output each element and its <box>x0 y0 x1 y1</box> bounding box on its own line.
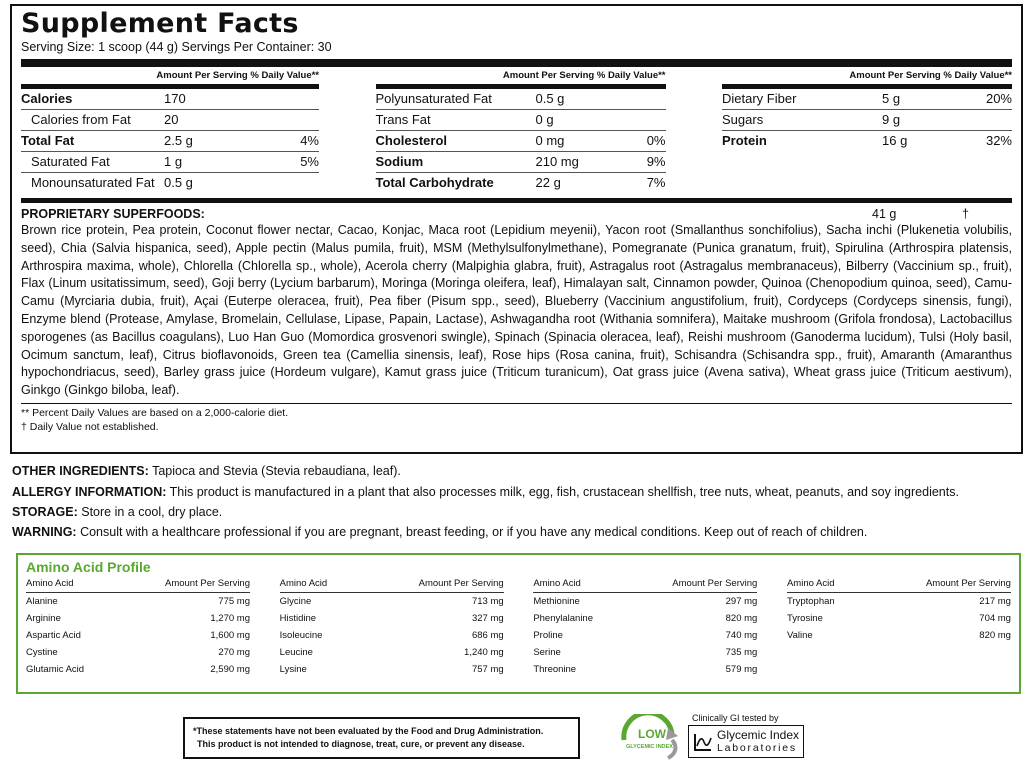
warning-label: WARNING: <box>12 525 77 539</box>
amino-row <box>533 661 757 678</box>
allergy-information <box>12 484 1022 500</box>
amino-row <box>26 610 250 627</box>
disclaimer-line-2: This product is not intended to diagnose, treat, cure, or prevent any disease. <box>197 739 525 749</box>
footnote-daily-values: ** Percent Daily Values are based on a 2,000-calorie diet. <box>21 406 289 419</box>
amino-acid-name: Tryptophan <box>786 596 835 607</box>
amino-acid-amount: 1,600 mg <box>210 630 250 641</box>
footnote-not-established: † Daily Value not established. <box>21 420 159 433</box>
storage-label: STORAGE: <box>12 505 78 519</box>
amino-acid-amount: 2,590 mg <box>210 664 250 675</box>
footnotes <box>21 406 1012 434</box>
nutrient-name: Protein <box>722 133 767 148</box>
amino-row <box>280 661 504 678</box>
nutrient-amount: 0 mg <box>535 133 565 148</box>
other-ingredients-label: OTHER INGREDIENTS: <box>12 464 149 478</box>
nutrient-name: Sugars <box>722 112 764 127</box>
amino-column <box>787 577 1011 678</box>
amino-acid-amount: 757 mg <box>471 664 504 675</box>
nutrient-name: Dietary Fiber <box>722 91 797 106</box>
nutrient-amount: 5 g <box>882 91 901 106</box>
amino-acid-amount: 1,240 mg <box>464 647 504 658</box>
proprietary-amount: 41 g <box>872 207 897 221</box>
amino-acid-name: Lysine <box>279 664 307 675</box>
nutrient-name: Total Fat <box>21 133 75 148</box>
amino-acid-amount: 1,270 mg <box>210 613 250 624</box>
amino-row <box>533 593 757 610</box>
amino-acid-amount: 327 mg <box>471 613 504 624</box>
amino-row <box>26 593 250 610</box>
nutrient-name: Saturated Fat <box>31 154 110 169</box>
nutrient-amount: 16 g <box>882 133 908 148</box>
nutrient-name: Total Carbohydrate <box>375 175 494 190</box>
amino-acid-name: Arginine <box>26 613 61 624</box>
nutrient-amount: 170 <box>164 91 186 106</box>
nutrient-row <box>21 110 319 131</box>
nutrient-dv <box>274 110 319 130</box>
nutrient-row <box>21 131 319 152</box>
nutrient-dv: 9% <box>646 154 666 169</box>
amino-acid-amount: 217 mg <box>979 596 1011 607</box>
amino-row <box>787 593 1011 610</box>
gi-logo-text <box>717 729 799 754</box>
nutrient-row <box>722 89 1012 110</box>
nutrient-amount: 2.5 g <box>164 133 193 148</box>
amino-row <box>26 627 250 644</box>
amino-row <box>787 610 1011 627</box>
amino-acid-name: Glycine <box>279 596 312 607</box>
amino-row <box>280 593 504 610</box>
column-header: Amount Per Serving % Daily Value** <box>849 70 1012 81</box>
disclaimer-line-1: *These statements have not been evaluated by the Food and Drug Administration. <box>193 726 544 736</box>
column-header: Amount Per Serving % Daily Value** <box>156 70 319 81</box>
nutrient-dv: 20% <box>985 91 1012 106</box>
nutrient-dv: 4% <box>300 133 319 148</box>
amino-acid-name: Methionine <box>533 596 580 607</box>
nutrient-row <box>376 89 666 110</box>
nutrient-amount: 9 g <box>882 112 901 127</box>
nutrient-row <box>376 152 666 173</box>
amino-row <box>26 644 250 661</box>
nutrient-dv: 5% <box>300 154 319 169</box>
amino-acid-name: Valine <box>786 630 813 641</box>
amino-row <box>280 627 504 644</box>
nutrient-name: Calories <box>21 91 73 106</box>
amino-acid-name: Cystine <box>26 647 58 658</box>
low-glycemic-index-logo <box>618 714 686 760</box>
amino-row <box>280 644 504 661</box>
nutrient-name: Cholesterol <box>375 133 448 148</box>
amino-column-header <box>26 577 250 593</box>
amino-acid-name: Serine <box>533 647 561 658</box>
proprietary-divider <box>21 198 1012 203</box>
amino-header-name: Amino Acid <box>26 578 74 589</box>
nutrient-column-2 <box>368 70 666 194</box>
nutrient-amount: 0 g <box>535 112 554 127</box>
amino-row <box>280 610 504 627</box>
nutrient-name: Monounsaturated Fat <box>31 175 155 190</box>
nutrient-amount: 20 <box>164 112 179 127</box>
thick-divider <box>21 59 1012 67</box>
amino-acid-name: Glutamic Acid <box>26 664 85 675</box>
gi-emblem-icon <box>692 730 714 754</box>
amino-acid-amount: 270 mg <box>218 647 250 658</box>
other-ingredients <box>12 463 1022 479</box>
amino-header-amount: Amount Per Serving <box>418 578 504 589</box>
amino-acid-name: Threonine <box>533 664 577 675</box>
storage-information <box>12 504 1022 520</box>
amino-acid-name: Aspartic Acid <box>26 630 81 641</box>
storage-text: Store in a cool, dry place. <box>81 505 223 519</box>
proprietary-title: PROPRIETARY SUPERFOODS: <box>21 207 205 221</box>
warning-information <box>12 524 1022 540</box>
amino-acid-amount: 704 mg <box>979 613 1011 624</box>
amino-row <box>26 661 250 678</box>
amino-acid-amount: 579 mg <box>725 664 758 675</box>
nutrient-dv: 32% <box>985 133 1012 148</box>
amino-header-amount: Amount Per Serving <box>925 578 1011 589</box>
nutrient-dv <box>967 110 1012 130</box>
nutrient-dv <box>621 110 666 130</box>
nutrient-column-1 <box>21 70 319 194</box>
nutrient-name: Trans Fat <box>375 112 431 127</box>
nutrient-columns <box>21 70 1012 194</box>
supplement-facts-panel <box>10 4 1023 454</box>
amino-column-header <box>787 577 1011 593</box>
nutrient-name: Calories from Fat <box>31 112 131 127</box>
amino-acid-name: Alanine <box>26 596 58 607</box>
facts-title: Supplement Facts <box>21 8 299 39</box>
nutrient-amount: 210 mg <box>535 154 579 169</box>
amino-title: Amino Acid Profile <box>26 559 151 575</box>
gi-tested-label: Clinically GI tested by <box>692 713 779 723</box>
amino-acid-amount: 820 mg <box>725 613 758 624</box>
serving-info: Serving Size: 1 scoop (44 g) Servings Per Container: 30 <box>21 40 332 54</box>
amino-acid-amount: 713 mg <box>471 596 504 607</box>
amino-acid-name: Isoleucine <box>279 630 323 641</box>
amino-header-name: Amino Acid <box>786 578 835 589</box>
amino-acid-amount: 297 mg <box>725 596 758 607</box>
nutrient-row <box>376 110 666 131</box>
nutrient-dv <box>274 173 319 194</box>
nutrient-row <box>21 152 319 173</box>
proprietary-ingredients: Brown rice protein, Pea protein, Coconut flower nectar, Cacao, Konjac, Maca root (Lepidium meyenii), Yacon root (Smallanthus sonchifolius), Sacha inchi (Plukenetia volubilis, seed), Chia (Salvia hispanica, seed), Apple pectin (Malus pumila, fruit), MSM (Methylsulfonylmethane), Pomegranate (Punica granatum, fruit), Spirulina (Arthrospira platensis, Arthrospira maxima, whole), Chlorella (Chlorella sp., whole), Acerola cherry (Malpighia glabra, fruit), Astragalus root (Astragalus membranaceus), Bilberry (Vaccinium sp., fruit), Flax (Linum usitatissimum, seed), Goji berry (Lycium barbarum), Moringa (Moringa oleifera, leaf), Himalayan salt, Cinnamon powder, Quinoa (Chenopodium quinoa, seed), Camu-Camu (Myrciaria dubia, fruit), Açai (Euterpe oleracea, fruit), Pea fiber (Pisum spp., seed), Blueberry (Vaccinium angustifolium, fruit), Cordyceps (Cordyceps sinensis, fungi), Enzyme blend (Protease, Amylase, Bromelain, Cellulase, Lipase, Papain, Lactase), Ashwagandha root (Withania somnifera), Maitake mushroom (Grifola frondosa), Lactobacillus sporogenes (as Bacillus coagulans), Luo Han Guo (Momordica grosvenori swingle), Spinach (Spinacia oleracea, leaf), Reishi mushroom (Ganoderma lucidum), Tulsi (Holy basil, Ocimum sanctum, leaf), Citrus bioflavonoids, Green tea (Camellia sinensis, leaf), Rose hips (Rosa canina, fruit), Schisandra (Schisandra spp., fruit), Amaranth (Amaranthus hypochondriacus, seed), Barley grass juice (Hordeum vulgare), Kamut grass juice (Triticum turanicum), Oat grass juice (Avena sativa), Wheat grass juice (Triticum aestivum), Ginkgo (Ginkgo biloba, leaf). <box>21 223 1012 398</box>
thin-divider <box>21 403 1012 404</box>
amino-acid-amount: 740 mg <box>725 630 758 641</box>
amino-column <box>533 577 757 678</box>
amino-row <box>533 644 757 661</box>
gi-logo-line-2: Laboratories <box>717 742 797 754</box>
warning-text: Consult with a healthcare professional if you are pregnant, breast feeding, or if you have any medical conditions. Keep out of reach of children. <box>80 525 868 539</box>
fda-disclaimer <box>183 717 580 759</box>
amino-row <box>787 627 1011 644</box>
nutrient-row <box>722 131 1012 152</box>
amino-column-header <box>533 577 757 593</box>
amino-header-name: Amino Acid <box>279 578 328 589</box>
allergy-text: This product is manufactured in a plant that also processes milk, egg, fish, crustacean shellfish, tree nuts, wheat, peanuts, and soy ingredients. <box>169 485 959 499</box>
amino-acid-amount: 820 mg <box>979 630 1011 641</box>
column-header: Amount Per Serving % Daily Value** <box>502 70 666 81</box>
low-gi-word: LOW <box>638 727 666 741</box>
amino-column <box>26 577 250 678</box>
gi-laboratories-logo <box>688 725 804 758</box>
amino-acid-amount: 686 mg <box>471 630 504 641</box>
amino-acid-name: Tyrosine <box>786 613 823 624</box>
amino-column <box>280 577 504 678</box>
other-ingredients-text: Tapioca and Stevia (Stevia rebaudiana, leaf). <box>152 464 401 478</box>
nutrient-name: Sodium <box>375 154 424 169</box>
amino-acid-name: Phenylalanine <box>533 613 593 624</box>
amino-columns <box>26 577 1011 678</box>
nutrient-dv <box>274 89 319 109</box>
amino-header-name: Amino Acid <box>533 578 581 589</box>
amino-header-amount: Amount Per Serving <box>164 578 250 589</box>
nutrient-amount: 1 g <box>164 154 183 169</box>
low-gi-subtitle: GLYCEMIC INDEX <box>626 744 673 750</box>
nutrient-amount: 0.5 g <box>535 91 565 106</box>
nutrient-amount: 22 g <box>535 175 561 190</box>
nutrient-row <box>376 131 666 152</box>
nutrient-dv: 0% <box>646 133 666 148</box>
amino-acid-name: Leucine <box>279 647 313 658</box>
nutrient-amount: 0.5 g <box>164 175 193 190</box>
proprietary-header <box>21 207 1012 222</box>
nutrient-dv <box>621 89 666 109</box>
amino-acid-name: Proline <box>533 630 563 641</box>
nutrient-row <box>376 173 666 194</box>
nutrient-dv: 7% <box>646 175 666 190</box>
proprietary-dv: † <box>962 207 969 221</box>
amino-column-header <box>280 577 504 593</box>
nutrient-column-3 <box>714 70 1012 194</box>
amino-row <box>533 610 757 627</box>
amino-acid-profile <box>16 553 1021 694</box>
amino-row <box>533 627 757 644</box>
nutrient-row <box>722 110 1012 131</box>
nutrient-name: Polyunsaturated Fat <box>375 91 492 106</box>
nutrient-row <box>21 173 319 194</box>
amino-acid-name: Histidine <box>279 613 317 624</box>
amino-acid-amount: 775 mg <box>218 596 250 607</box>
amino-header-amount: Amount Per Serving <box>672 578 758 589</box>
gi-logo-line-1: Glycemic Index <box>717 728 800 742</box>
allergy-label: ALLERGY INFORMATION: <box>12 485 167 499</box>
nutrient-row <box>21 89 319 110</box>
amino-acid-amount: 735 mg <box>725 647 758 658</box>
